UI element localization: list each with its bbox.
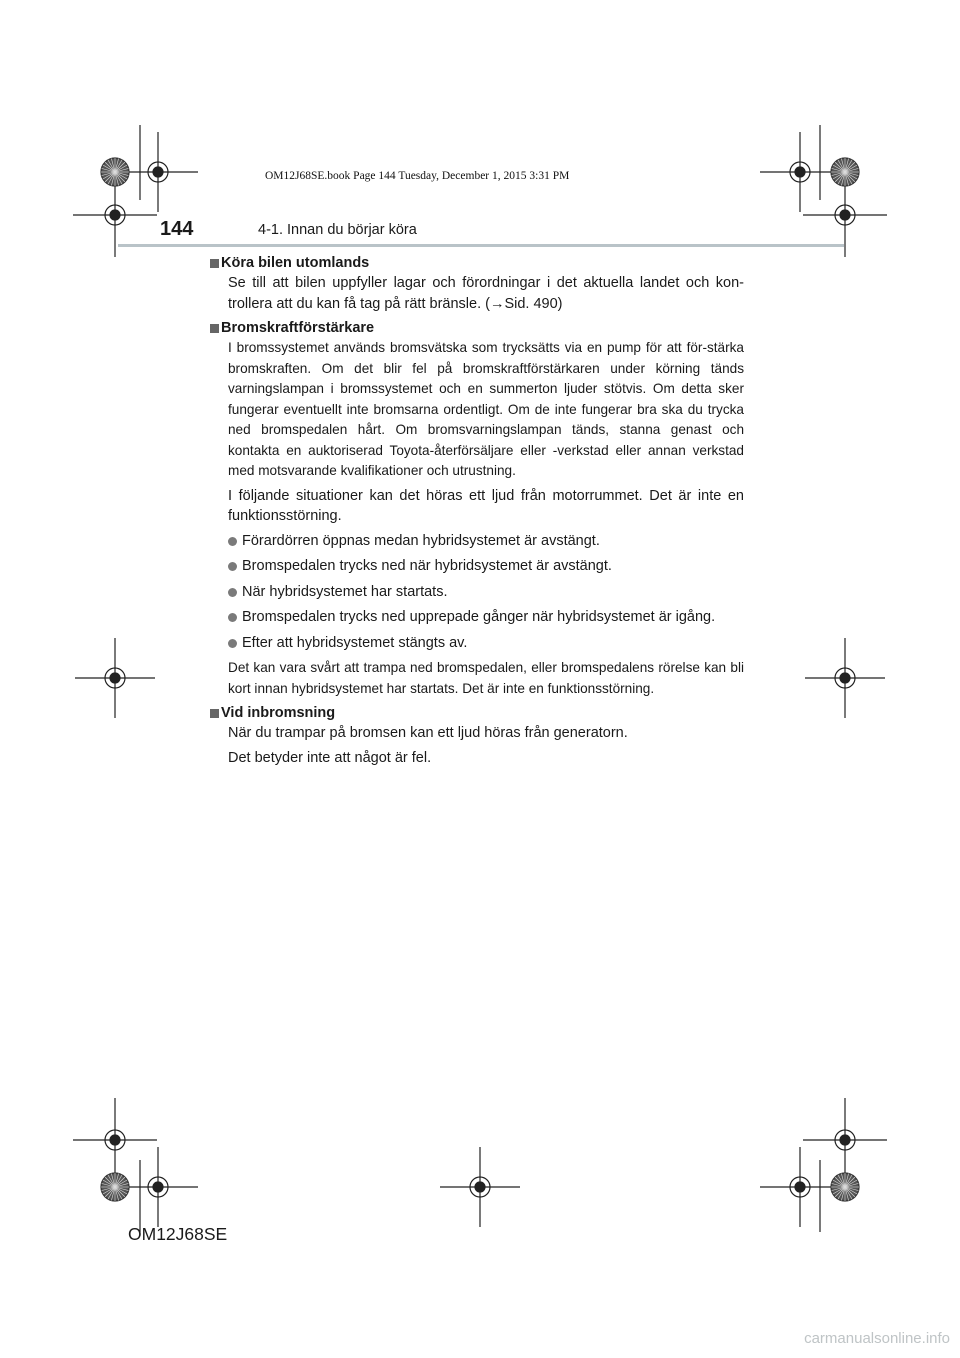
round-bullet-icon: [228, 613, 237, 622]
header-rule: [118, 244, 844, 247]
paragraph: När du trampar på bromsen kan ett ljud höras från generatorn.: [228, 725, 628, 741]
list-item: Bromspedalen trycks ned när hybridsystemet är avstängt.: [228, 556, 744, 577]
footer-code: OM12J68SE: [128, 1224, 228, 1244]
paragraph: I bromssystemet används bromsvätska som trycksätts via en pump för att för-stärka bromskraften. Om det blir fel på bromskraftförstärkaren under körning tänds varningslampan i bromssystemet och en summerton ljuder stötvis. Om detta sker fungerar eventuellt inte bromsarna ordentligt. Om de inte fungerar bra ska du trycka ned bromspedalen hårt. Om bromsvarningslampan tänds, stanna genast och kontakta en auktoriserad Toyota-återförsäljare eller -verkstad eller annan verkstad med motsvarande kvalifikationer och utrustning.: [228, 340, 744, 478]
section-heading: Vid inbromsning: [210, 703, 744, 723]
section-driving-abroad: [210, 253, 744, 314]
list-item: Bromspedalen trycks ned upprepade gånger när hybridsystemet är igång.: [228, 607, 744, 628]
round-bullet-icon: [228, 562, 237, 571]
section-title: 4-1. Innan du börjar köra: [258, 222, 417, 238]
book-info: OM12J68SE.book Page 144 Tuesday, December 1, 2015 3:31 PM: [265, 170, 570, 182]
square-bullet-icon: [210, 709, 219, 718]
paragraph: I följande situationer kan det höras ett ljud från motorrummet. Det är inte en funktionsstörning.: [228, 487, 744, 524]
page-content: [210, 253, 744, 772]
square-bullet-icon: [210, 259, 219, 268]
section-heading: Bromskraftförstärkare: [210, 318, 744, 338]
paragraph: Det kan vara svårt att trampa ned bromspedalen, eller bromspedalens rörelse kan bli kort innan hybridsystemet har startats. Det är inte en funktionsstörning.: [228, 660, 744, 696]
paragraph: Det betyder inte att något är fel.: [228, 749, 432, 766]
list-item: Efter att hybridsystemet stängts av.: [228, 633, 744, 654]
section-brake-booster: [210, 318, 744, 699]
paragraph: Se till att bilen uppfyller lagar och förordningar i det aktuella landet och kon-trollera att du kan få tag på rätt bränsle. (→Sid. 490): [228, 275, 744, 312]
square-bullet-icon: [210, 324, 219, 333]
section-heading: Köra bilen utomlands: [210, 253, 744, 273]
round-bullet-icon: [228, 639, 237, 648]
round-bullet-icon: [228, 588, 237, 597]
list-item: Förardörren öppnas medan hybridsystemet är avstängt.: [228, 531, 744, 552]
page-number: 144: [160, 218, 194, 240]
list-item: När hybridsystemet har startats.: [228, 582, 744, 603]
watermark: carmanualsonline.info: [804, 1330, 950, 1347]
round-bullet-icon: [228, 537, 237, 546]
section-braking: [210, 703, 744, 768]
